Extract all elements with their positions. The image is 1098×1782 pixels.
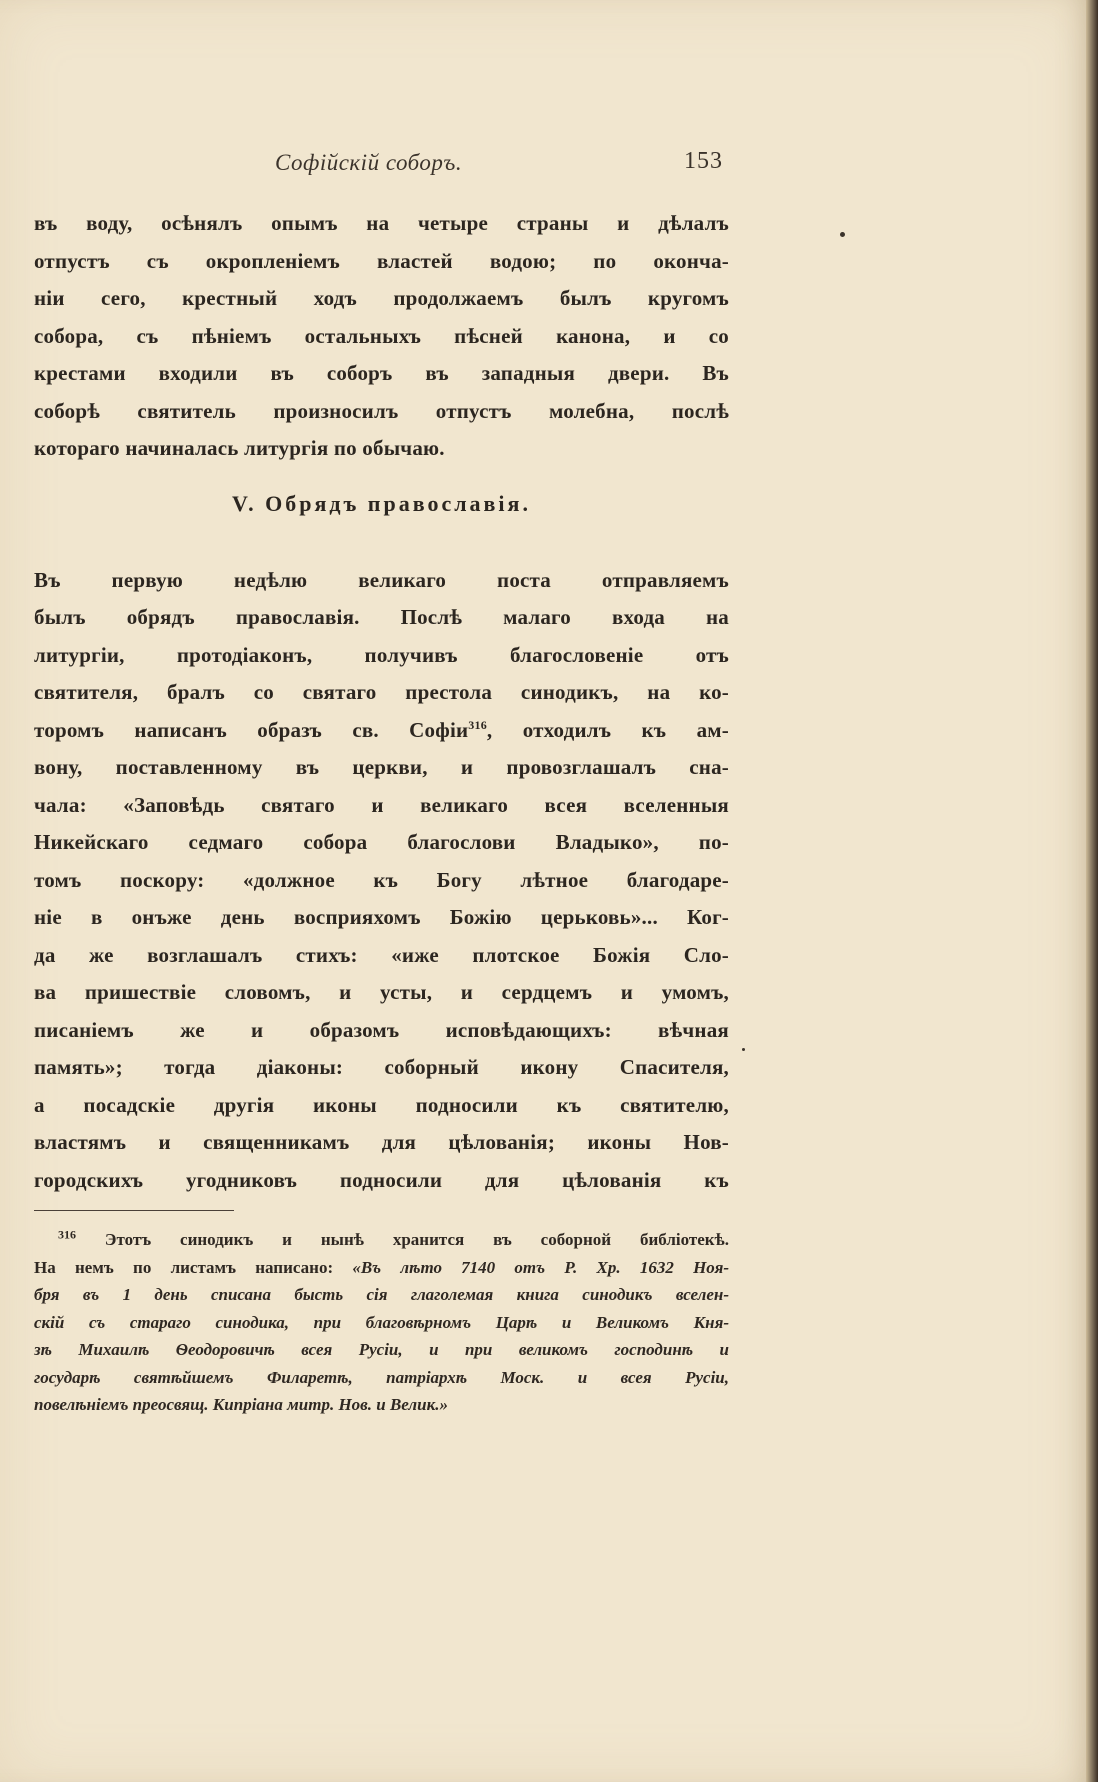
- footnote-quote-line: повелѣніемъ преосвящ. Кипріана митр. Нов. и Велик.»: [34, 1395, 448, 1414]
- text-line: ва пришествіе словомъ, и усты, и сердцемъ и умомъ,: [34, 980, 729, 1004]
- ref-line-start: торомъ написанъ образъ св. Софіи: [34, 717, 469, 742]
- text-line: Въ первую недѣлю великаго поста отправляемъ: [34, 567, 729, 592]
- text-line: вону, поставленному въ церкви, и провозглашалъ сна-: [34, 755, 729, 779]
- footnote-quote-line: зѣ Михаилѣ Ѳеодоровичѣ всея Русіи, и при великомъ господинѣ и: [34, 1340, 729, 1359]
- text-line: городскихъ угодниковъ подносили для цѣлованія къ: [34, 1167, 729, 1192]
- text-line: собора, съ пѣніемъ остальныхъ пѣсней канона, и со: [34, 323, 729, 348]
- ink-speck: [742, 1048, 745, 1051]
- footnote-number: 316: [58, 1227, 76, 1242]
- text-line: котораго начиналась литургія по обычаю.: [34, 436, 445, 460]
- text-line: чала: «Заповѣдь святаго и великаго всея вселенныя: [34, 792, 729, 817]
- book-spine-edge: [1086, 0, 1098, 1782]
- text-line: властямъ и священникамъ для цѣлованія; иконы Нов-: [34, 1130, 729, 1154]
- footnote-line: [34, 1254, 729, 1282]
- section-heading: V. Обрядъ православія.: [232, 490, 531, 516]
- footnote-line: [58, 1226, 729, 1254]
- footnote-text: Этотъ синодикъ и нынѣ хранится въ соборной библіотекѣ.: [104, 1230, 729, 1249]
- text-line-with-footnote-ref: [34, 712, 729, 750]
- page-number: 153: [684, 148, 723, 174]
- text-line: а посадскіе другія иконы подносили къ святителю,: [34, 1092, 729, 1117]
- text-line: память»; тогда діаконы: соборный икону Спасителя,: [34, 1055, 729, 1079]
- footnote-reference[interactable]: 316: [468, 717, 487, 732]
- footnote-quote: «Въ лѣто 7140 отъ Р. Хр. 1632 Ноя-: [352, 1257, 729, 1277]
- ink-speck: [840, 232, 845, 237]
- text-line: да же возглашалъ стихъ: «иже плотское Божія Сло-: [34, 942, 729, 967]
- text-line: писаніемъ же и образомъ исповѣдающихъ: вѣчная: [34, 1017, 729, 1042]
- text-line: томъ поскору: «должное къ Богу лѣтное благодаре-: [34, 867, 729, 892]
- text-line: Никейскаго седмаго собора благослови Владыко», по-: [34, 830, 729, 854]
- main-text: [34, 205, 729, 1199]
- text-line: святителя, бралъ со святаго престола синодикъ, на ко-: [34, 680, 729, 704]
- footnote-316: [34, 1226, 729, 1419]
- running-head: Софійскій соборъ.: [275, 150, 463, 175]
- text-line: въ воду, осѣнялъ опымъ на четыре страны и дѣлалъ: [34, 211, 729, 235]
- text-line: ніи сего, крестный ходъ продолжаемъ былъ кругомъ: [34, 286, 729, 310]
- text-line: ніе в онъже день восприяхомъ Божію церьковь»... Ког-: [34, 905, 729, 929]
- footnote-text: На немъ по листамъ написано:: [34, 1257, 353, 1277]
- text-line: отпустъ съ окропленіемъ властей водою; по оконча-: [34, 248, 729, 273]
- footnote-divider: [34, 1210, 234, 1211]
- ref-line-end: , отходилъ къ ам-: [486, 717, 729, 742]
- text-line: былъ обрядъ православія. Послѣ малаго входа на: [34, 605, 729, 629]
- text-line: соборѣ святитель произносилъ отпустъ молебна, послѣ: [34, 398, 729, 423]
- footnote-quote-line: государѣ святѣйшемъ Филаретѣ, патріархѣ Моск. и всея Русіи,: [34, 1367, 729, 1387]
- text-line: литургіи, протодіаконъ, получивъ благословеніе отъ: [34, 642, 729, 667]
- footnote-quote-line: скій съ стараго синодика, при благовѣрномъ Царѣ и Великомъ Кня-: [34, 1312, 729, 1332]
- text-line: крестами входили въ соборъ въ западныя двери. Въ: [34, 361, 729, 385]
- section-spacer: [34, 540, 729, 562]
- paragraph-2: [34, 562, 729, 1200]
- footnote-quote-line: бря въ 1 день списана бысть сія глаголемая книга синодикъ вселен-: [34, 1285, 729, 1304]
- paragraph-1: [34, 205, 729, 468]
